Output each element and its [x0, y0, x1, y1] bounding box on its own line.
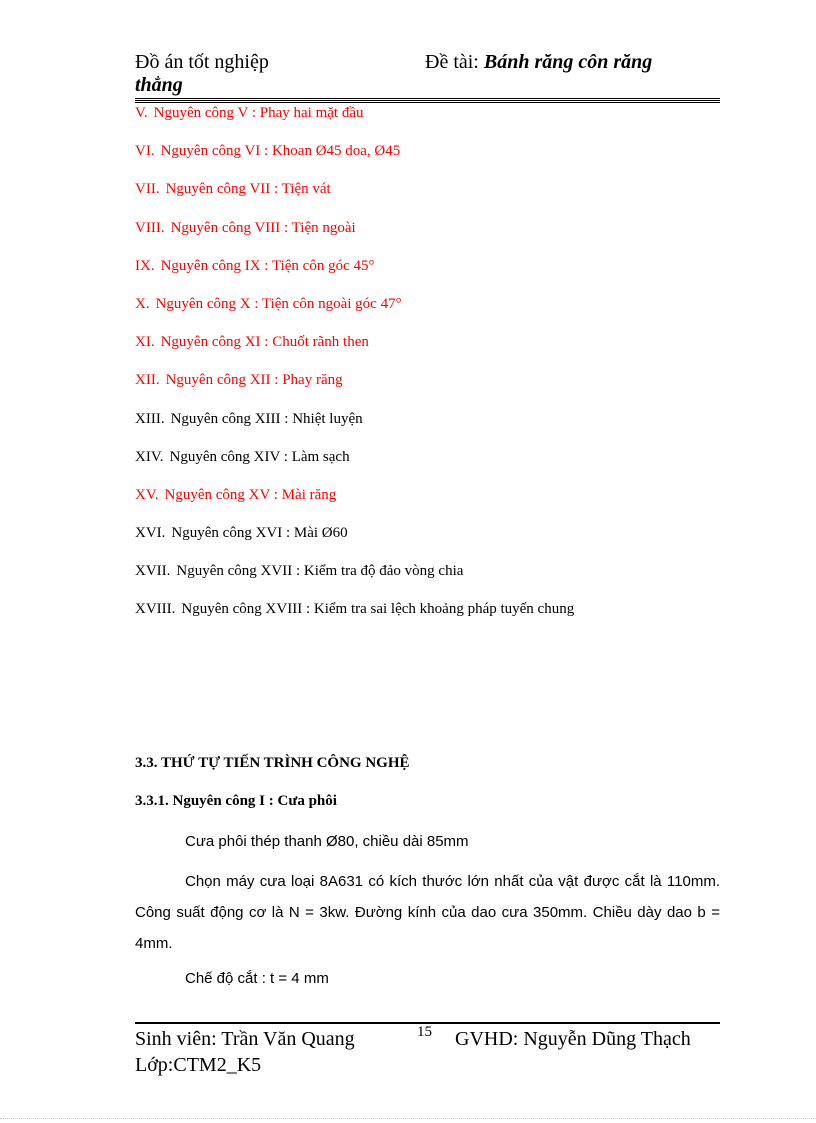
paragraph-cut-stock: Cưa phôi thép thanh Ø80, chiều dài 85mm: [185, 833, 469, 850]
operation-item: [135, 218, 720, 256]
page-bottom-edge: [0, 1118, 816, 1119]
operation-text: Nguyên công V : Phay hai mặt đầu: [153, 105, 364, 121]
footer-class: Lớp:CTM2_K5: [135, 1054, 262, 1076]
subsection-title: 3.3.1. Nguyên công I : Cưa phôi: [135, 793, 337, 809]
header-document-type: Đồ án tốt nghiệp: [135, 51, 269, 73]
operation-number: XIV.: [135, 448, 164, 465]
operation-item: [135, 485, 720, 523]
header-topic-title-wrap: thẳng: [135, 74, 183, 96]
operation-text: Nguyên công VIII : Tiện ngoài: [170, 219, 356, 236]
header-topic: [425, 50, 725, 74]
operation-item: [135, 523, 720, 561]
operation-number: XVII.: [135, 563, 171, 580]
operation-item: [135, 561, 720, 599]
section-title: 3.3. THỨ TỰ TIẾN TRÌNH CÔNG NGHỆ: [135, 755, 410, 771]
page-number: 15: [417, 1024, 432, 1040]
operation-number: IX.: [135, 257, 155, 274]
operation-number: XIII.: [135, 410, 165, 427]
operation-item: [135, 409, 720, 447]
operation-text: Nguyên công XIII : Nhiệt luyện: [170, 410, 363, 427]
paragraph-cutting-mode: Chế độ cắt : t = 4 mm: [185, 970, 329, 987]
operation-text: Nguyên công IX : Tiện côn góc 45°: [160, 257, 375, 274]
operation-number: XII.: [135, 372, 160, 389]
operation-item: [135, 179, 720, 217]
operation-number: X.: [135, 295, 150, 312]
operation-item: [135, 294, 720, 332]
operation-number: V.: [135, 105, 148, 121]
operation-text: Nguyên công XVI : Mài Ø60: [171, 525, 348, 542]
operation-text: Nguyên công XIV : Làm sạch: [169, 448, 350, 465]
operation-text: Nguyên công XVIII : Kiểm tra sai lệch khoảng pháp tuyến chung: [181, 601, 575, 618]
operation-number: XI.: [135, 334, 155, 351]
operation-text: Nguyên công X : Tiện côn ngoài góc 47°: [155, 295, 402, 312]
operation-item: [135, 332, 720, 370]
operations-list: [135, 103, 720, 638]
operation-text: Nguyên công XVII : Kiểm tra độ đảo vòng chia: [176, 563, 464, 580]
operation-text: Nguyên công XI : Chuốt rãnh then: [160, 334, 369, 351]
operation-number: VIII.: [135, 219, 165, 236]
operation-item: [135, 103, 720, 141]
operation-number: XVIII.: [135, 601, 176, 618]
footer-supervisor: GVHD: Nguyễn Dũng Thạch: [455, 1028, 691, 1050]
operation-text: Nguyên công VI : Khoan Ø45 doa, Ø45: [160, 143, 401, 160]
operation-number: XV.: [135, 486, 159, 503]
operation-item: [135, 370, 720, 408]
operation-item: [135, 141, 720, 179]
header-topic-prefix: Đề tài:: [425, 51, 484, 73]
operation-item: [135, 599, 720, 637]
header-topic-title: Bánh răng côn răng: [483, 51, 653, 73]
footer-student: Sinh viên: Trần Văn Quang: [135, 1028, 355, 1050]
operation-text: Nguyên công XV : Mài răng: [164, 486, 337, 503]
operation-text: Nguyên công XII : Phay răng: [165, 372, 343, 389]
operation-number: XVI.: [135, 525, 166, 542]
operation-item: [135, 447, 720, 485]
operation-item: [135, 256, 720, 294]
operation-number: VII.: [135, 181, 160, 198]
paragraph-machine-choice: Chọn máy cưa loại 8A631 có kích thước lớn nhất của vật được cắt là 110mm. Công suất động cơ là N = 3kw. Đường kính của dao cưa 350mm. Chiều dày dao b = 4mm.: [135, 873, 720, 952]
operation-number: VI.: [135, 143, 155, 160]
operation-text: Nguyên công VII : Tiện vát: [165, 181, 331, 198]
